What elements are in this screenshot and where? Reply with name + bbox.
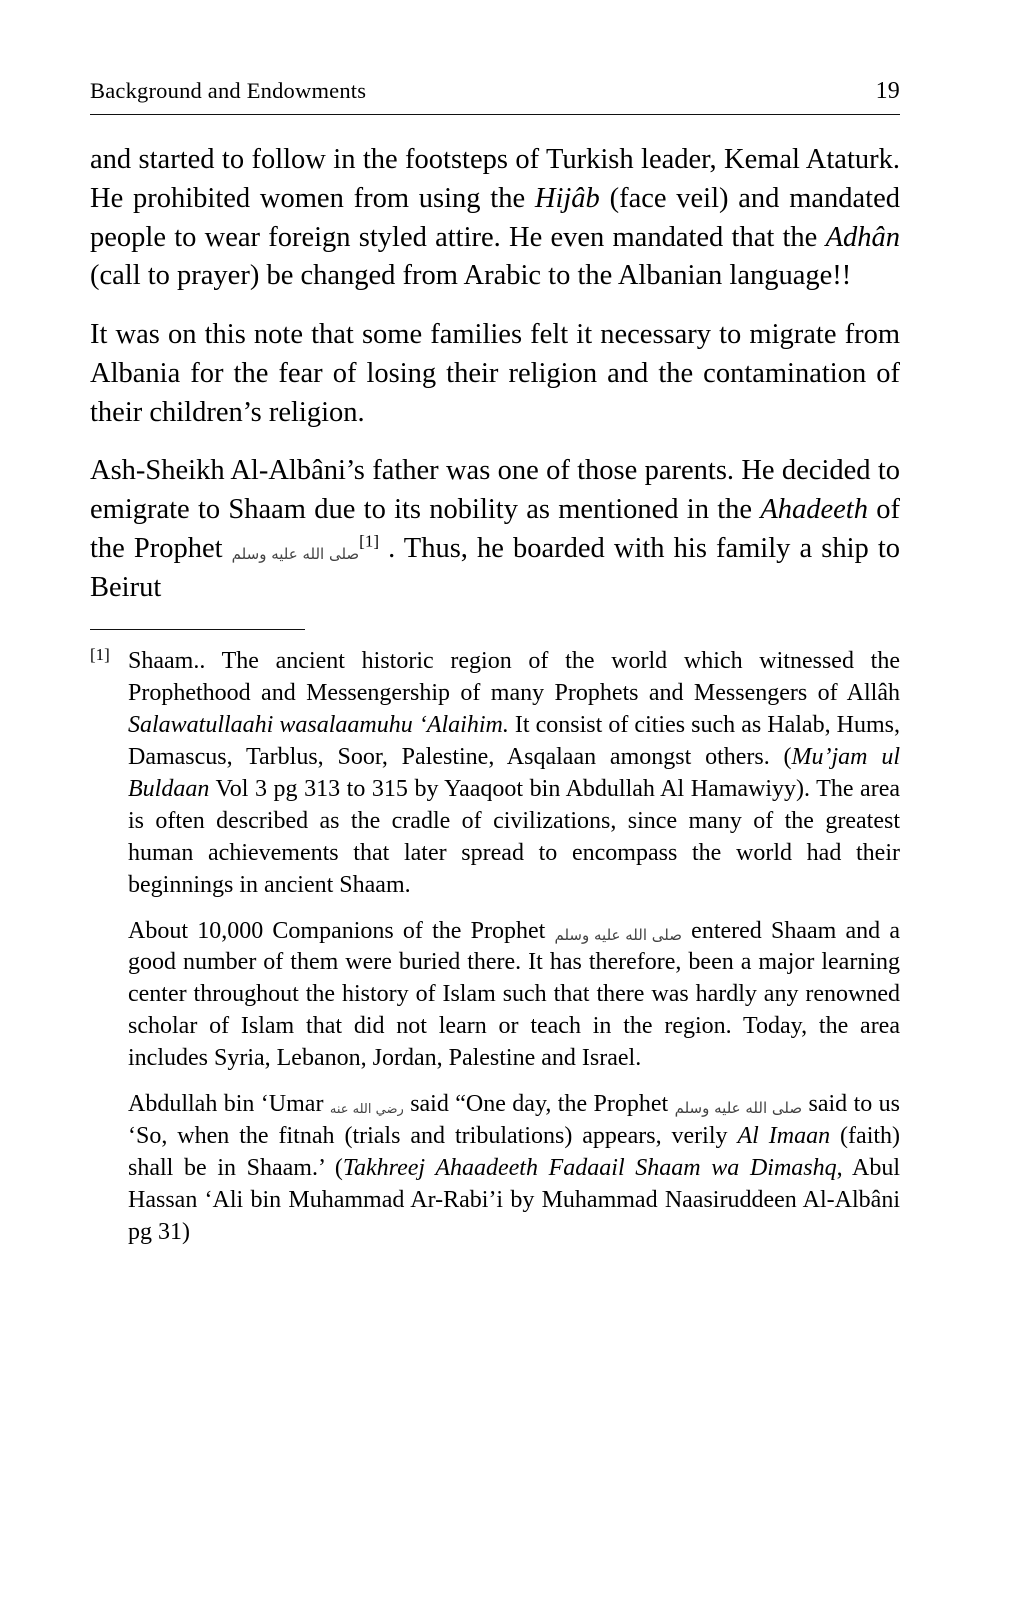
italic-text: Salawatullaahi wasalaamuhu ‘Alaihim. xyxy=(128,712,509,739)
footnote-paragraph: Abdullah bin ‘Umar رضي الله عنه said “One day, the Prophet صلى الله عليه وسلم said to us ‘So, when the fitnah (trials and tribulations) appears, verily Al Imaan (faith) shall be in Shaam.’ (Takhreej Ahaadeeth Fadaail Shaam wa Dimashq, Abul Hassan ‘Ali bin Muhammad Ar-Rabi’i by Muhammad Naasiruddeen Al-Albâni pg 31) xyxy=(128,1091,901,1245)
running-header-title: Background and Endowments xyxy=(90,78,367,103)
footnote-paragraph xyxy=(90,646,900,901)
body-text xyxy=(90,141,900,607)
sallallahu-alayhi-wasallam-icon: صلى الله عليه وسلم xyxy=(554,925,682,944)
footnote-reference[interactable]: [1] xyxy=(359,531,379,551)
italic-text: Adhân xyxy=(825,221,900,253)
italic-text: Mu’jam ul Buldaan xyxy=(128,743,900,802)
footnote-marker: [1] xyxy=(90,645,110,665)
radiyallahu-anhu-icon: رضي الله عنه xyxy=(329,1102,404,1118)
header-divider xyxy=(90,114,900,115)
italic-text: Al Imaan xyxy=(737,1122,831,1149)
body-paragraph: and started to follow in the footsteps of Turkish leader, Kemal Ataturk. He prohibited women from using the Hijâb (face veil) and mandated people to wear foreign styled attire. He even mandated that the Adhân (call to prayer) be changed from Arabic to the Albanian language!! xyxy=(90,144,900,292)
footnote-paragraph: About 10,000 Companions of the Prophet صلى الله عليه وسلم entered Shaam and a good number of them were buried there. It has therefore, been a major learning center throughout the history of Islam such that there was hardly any renowned scholar of Islam that did not learn or teach in the region. Today, the area includes Syria, Lebanon, Jordan, Palestine and Israel. xyxy=(128,917,901,1072)
body-paragraph: It was on this note that some families felt it necessary to migrate from Albania for the fear of losing their religion and the contamination of their children’s religion. xyxy=(90,319,900,428)
sallallahu-alayhi-wasallam-icon: صلى الله عليه وسلم xyxy=(231,544,360,563)
running-header xyxy=(90,78,900,114)
body-paragraph: Ash-Sheikh Al-Albâni’s father was one of those parents. He decided to emigrate to Shaam due to its nobility as mentioned in the Ahadeeth of the Prophet صلى الله عليه وسلم[1] . Thus, he boarded with his family a ship to Beirut xyxy=(90,455,900,603)
footnote-text: Shaam.. The ancient historic region of the world which witnessed the Prophethood and Messengership of many Prophets and Messengers of Allâh Salawatullaahi wasalaamuhu ‘Alaihim. It consist of cities such as Halab, Hums, Damascus, Tarblus, Soor, Palestine, Asqalaan amongst others. (Mu’jam ul Buldaan Vol 3 pg 313 to 315 by Yaaqoot bin Abdullah Al Hamawiyy). The area is often described as the cradle of civilizations, since many of the greatest human achievements that later spread to encompass the world had their beginnings in ancient Shaam. xyxy=(128,648,900,898)
italic-text: Ahadeeth xyxy=(760,494,868,525)
footnote-divider xyxy=(90,629,305,630)
italic-text: Hijâb xyxy=(534,182,600,214)
page-number: 19 xyxy=(875,78,900,104)
footnote-block xyxy=(90,646,900,1248)
sallallahu-alayhi-wasallam-icon: صلى الله عليه وسلم xyxy=(674,1099,803,1118)
italic-text: Takhreej Ahaadeeth Fadaail Shaam wa Dimashq xyxy=(342,1154,837,1181)
page-content xyxy=(90,78,900,1249)
